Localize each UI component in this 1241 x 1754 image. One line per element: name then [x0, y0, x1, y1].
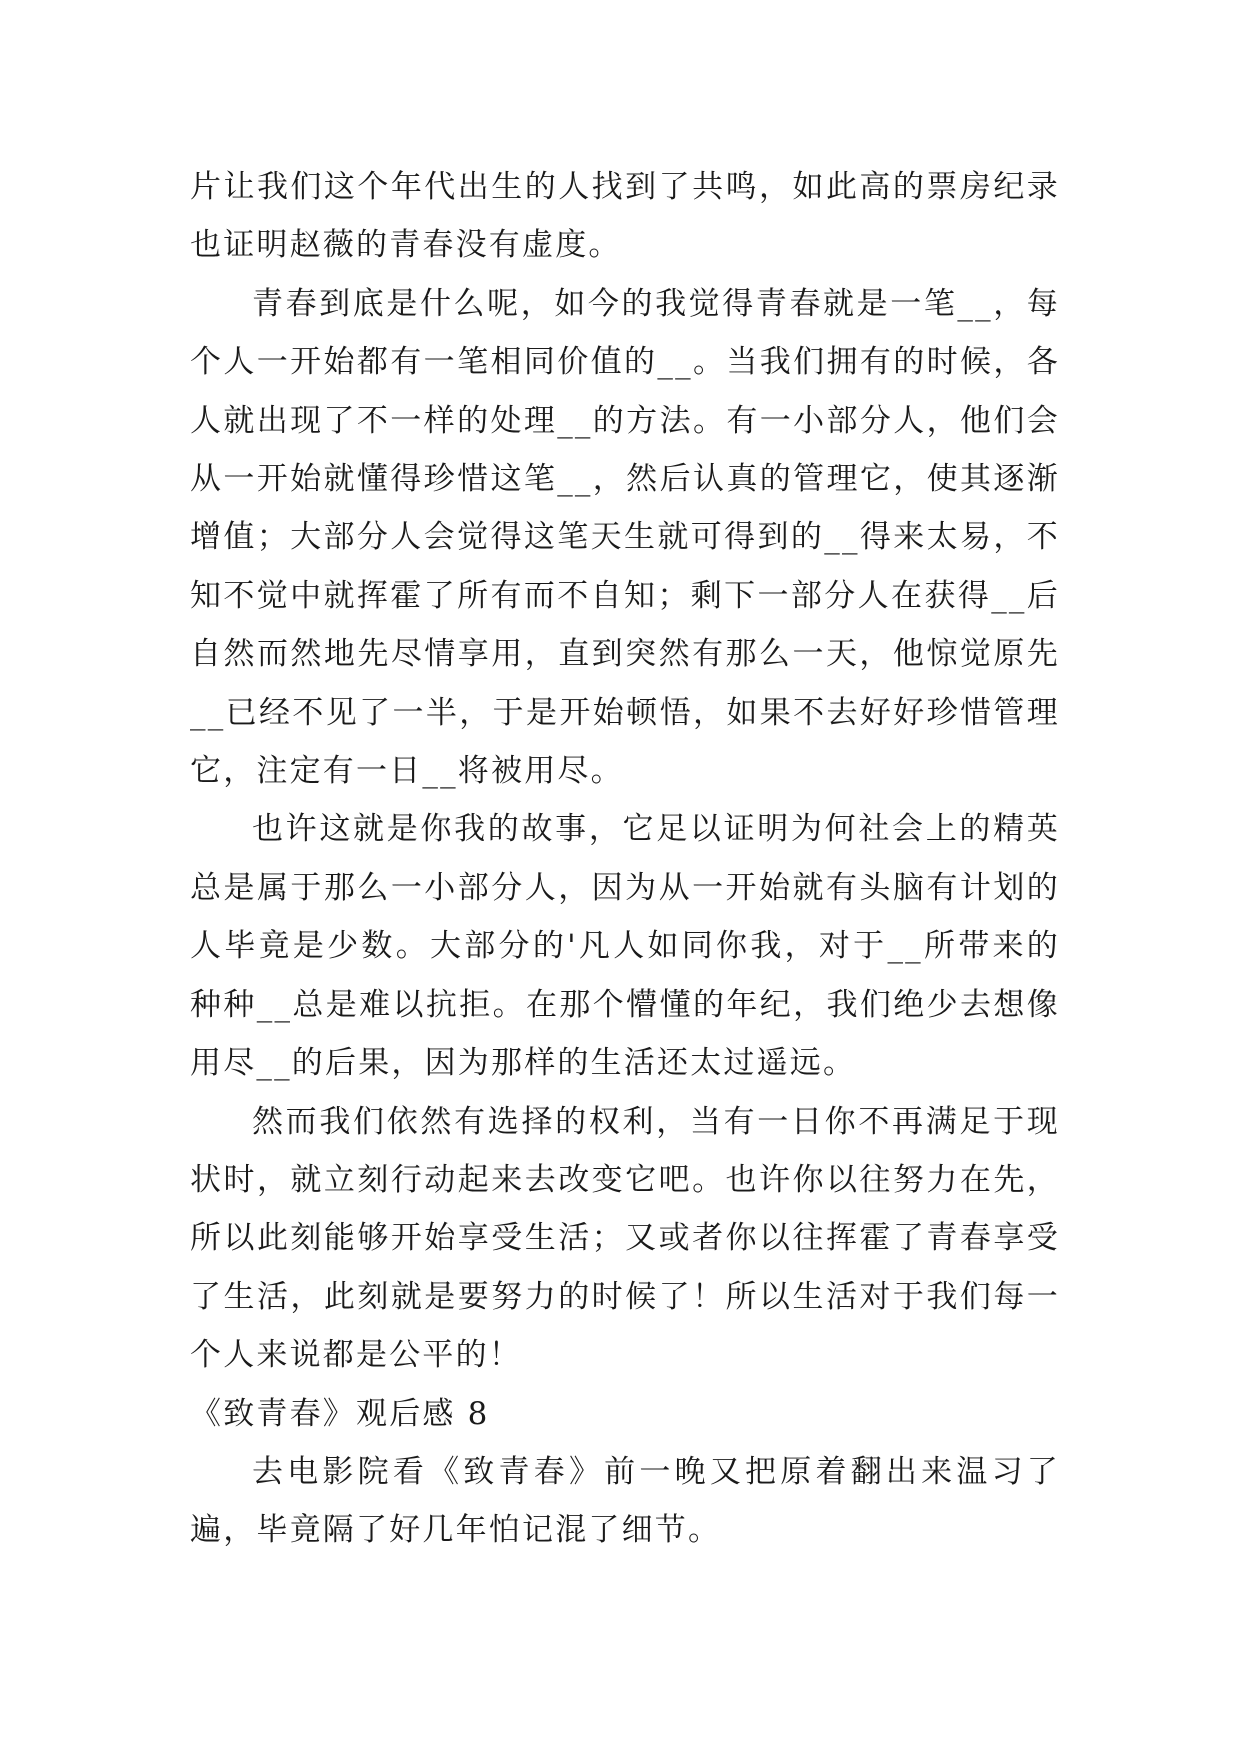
document-body	[190, 158, 1060, 1560]
paragraph: 也许这就是你我的故事，它足以证明为何社会上的精英总是属于那么一小部分人，因为从一开始就有头脑有计划的人毕竟是少数。大部分的'凡人如同你我，对于__所带来的种种__总是难以抗拒。在那个懵懂的年纪，我们绝少去想像用尽__的后果，因为那样的生活还太过遥远。	[190, 811, 1060, 1082]
paragraph-continued: 片让我们这个年代出生的人找到了共鸣，如此高的票房纪录也证明赵薇的青春没有虚度。	[190, 169, 1060, 264]
section-heading: 《致青春》观后感 8	[190, 1395, 490, 1432]
paragraph: 青春到底是什么呢，如今的我觉得青春就是一笔__，每个人一开始都有一笔相同价值的__。当我们拥有的时候，各人就出现了不一样的处理__的方法。有一小部分人，他们会从一开始就懂得珍惜这笔__，然后认真的管理它，使其逐渐增值；大部分人会觉得这笔天生就可得到的__得来太易，不知不觉中就挥霍了所有而不自知；剩下一部分人在获得__后自然而然地先尽情享用，直到突然有那么一天，他惊觉原先__已经不见了一半，于是开始顿悟，如果不去好好珍惜管理它，注定有一日__将被用尽。	[190, 285, 1060, 790]
paragraph: 然而我们依然有选择的权利，当有一日你不再满足于现状时，就立刻行动起来去改变它吧。也许你以往努力在先，所以此刻能够开始享受生活；又或者你以往挥霍了青春享受了生活，此刻就是要努力的时候了！所以生活对于我们每一个人来说都是公平的！	[190, 1103, 1060, 1374]
paragraph: 去电影院看《致青春》前一晚又把原着翻出来温习了遍，毕竟隔了好几年怕记混了细节。	[190, 1453, 1060, 1549]
